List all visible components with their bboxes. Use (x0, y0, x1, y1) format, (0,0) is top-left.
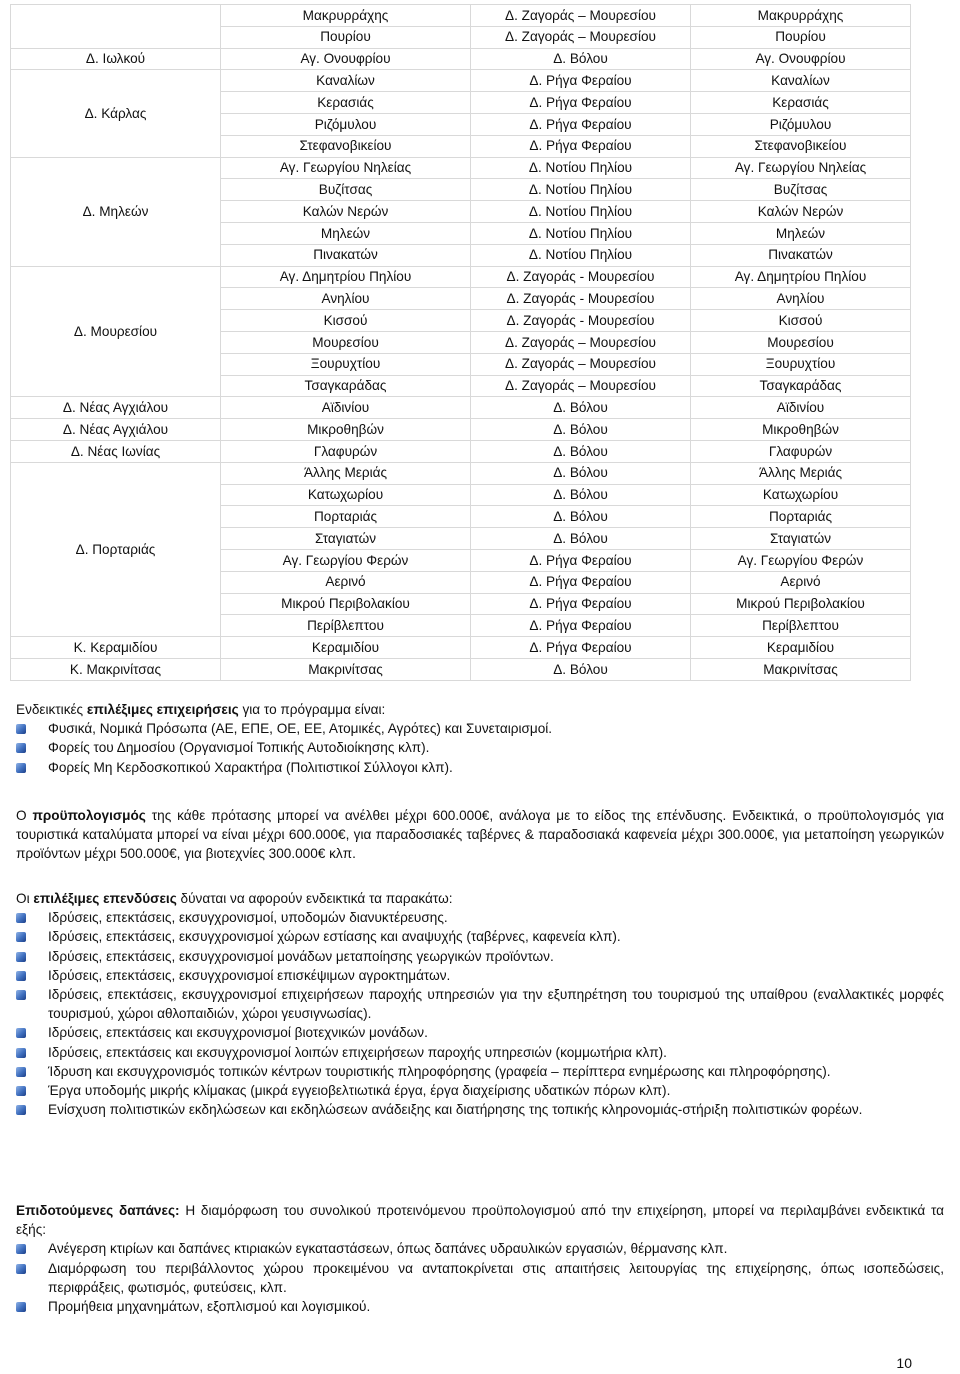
local-community-cell: Βυζίτσας (691, 179, 911, 201)
new-municipality-cell: Δ. Βόλου (471, 484, 691, 506)
local-community-cell: Καλών Νερών (691, 201, 911, 223)
new-municipality-cell: Δ. Ζαγοράς - Μουρεσίου (471, 310, 691, 332)
eligible-investments-section (16, 889, 944, 1119)
table-row (11, 462, 911, 484)
community-cell: Μικρού Περιβολακίου (221, 593, 471, 615)
table-row (11, 266, 911, 288)
list-item: Ιδρύσεις, επεκτάσεις και εκσυγχρονισμοί βιοτεχνικών μονάδων. (16, 1023, 944, 1042)
community-cell: Αγ. Ονουφρίου (221, 48, 471, 70)
list-item: Ιδρύσεις, επεκτάσεις, εκσυγχρονισμοί, υποδομών διανυκτέρευσης. (16, 908, 944, 927)
municipality-cell: Δ. Μουρεσίου (11, 266, 221, 397)
local-community-cell: Κερασιάς (691, 92, 911, 114)
new-municipality-cell: Δ. Ζαγοράς – Μουρεσίου (471, 26, 691, 48)
local-community-cell: Ανηλίου (691, 288, 911, 310)
table-row (11, 419, 911, 441)
municipality-cell (11, 5, 221, 49)
local-community-cell: Μακρινίτσας (691, 658, 911, 680)
local-community-cell: Μηλεών (691, 222, 911, 244)
local-community-cell: Κεραμιδίου (691, 637, 911, 659)
local-community-cell: Ξουρυχτίου (691, 353, 911, 375)
eligible-businesses-section (16, 700, 944, 777)
bullet-icon (16, 1028, 26, 1038)
community-cell: Πουρίου (221, 26, 471, 48)
community-cell: Κερασιάς (221, 92, 471, 114)
subsidized-expenses-intro: Επιδοτούμενες δαπάνες: Η διαμόρφωση του συνολικού προτεινόμενου προϋπολογισμού από την επιχείρηση, μπορεί να περιλαμβάνει ενδεικτικά τα εξής: (16, 1203, 944, 1238)
bullet-icon (16, 952, 26, 962)
new-municipality-cell: Δ. Ρήγα Φεραίου (471, 593, 691, 615)
local-community-cell: Πουρίου (691, 26, 911, 48)
community-cell: Μακρινίτσας (221, 658, 471, 680)
municipality-cell: Δ. Κάρλας (11, 70, 221, 157)
bullet-icon (16, 1244, 26, 1254)
municipalities-table (10, 4, 911, 681)
local-community-cell: Στεφανοβικείου (691, 135, 911, 157)
local-community-cell: Αγ. Δημητρίου Πηλίου (691, 266, 911, 288)
local-community-cell: Περίβλεπτου (691, 615, 911, 637)
new-municipality-cell: Δ. Βόλου (471, 419, 691, 441)
community-cell: Καλών Νερών (221, 201, 471, 223)
bullet-icon (16, 1264, 26, 1274)
local-community-cell: Μακρυρράχης (691, 5, 911, 27)
community-cell: Βυζίτσας (221, 179, 471, 201)
community-cell: Ριζόμυλου (221, 113, 471, 135)
list-item: Έργα υποδομής μικρής κλίμακας (μικρά εγγειοβελτιωτικά έργα, έργα διαχείρισης υδατικών πόρων κλπ). (16, 1081, 944, 1100)
new-municipality-cell: Δ. Βόλου (471, 48, 691, 70)
list-item: Ιδρύσεις, επεκτάσεις, εκσυγχρονισμοί επισκέψιμων αγροκτημάτων. (16, 966, 944, 985)
new-municipality-cell: Δ. Ρήγα Φεραίου (471, 70, 691, 92)
budget-paragraph: Ο προϋπολογισμός της κάθε πρότασης μπορεί να ανέλθει μέχρι 600.000€, ανάλογα με το είδος της επένδυσης. Ενδεικτικά, ο προϋπολογισμός για τουριστικά καταλύματα μπορεί να είναι μέχρι 600.000€, για παραδοσιακές ταβέρνες & παραδοσιακά καφενεία μέχρι 300.000€, για μεταποίηση γεωργικών προϊόντων μέχρι 500.000€, για βιοτεχνίες 300.000€ κλπ. (16, 808, 944, 862)
local-community-cell: Τσαγκαράδας (691, 375, 911, 397)
budget-section (16, 806, 944, 864)
municipality-cell: Κ. Κεραμιδίου (11, 637, 221, 659)
table-row (11, 397, 911, 419)
bullet-icon (16, 1048, 26, 1058)
new-municipality-cell: Δ. Ζαγοράς - Μουρεσίου (471, 266, 691, 288)
local-community-cell: Κατωχωρίου (691, 484, 911, 506)
list-item: Ιδρύσεις, επεκτάσεις, εκσυγχρονισμοί επιχειρήσεων παροχής υπηρεσιών για την εξυπηρέτηση του τουρισμού της υπαίθρου (εναλλακτικές μορφές τουρισμού, χώροι αθλοπαιδιών, χώροι γευσιγνωσίας). (16, 985, 944, 1023)
bullet-icon (16, 932, 26, 942)
local-community-cell: Ριζόμυλου (691, 113, 911, 135)
list-item: Ιδρύσεις, επεκτάσεις, εκσυγχρονισμοί μονάδων μεταποίησης γεωργικών προϊόντων. (16, 947, 944, 966)
new-municipality-cell: Δ. Ρήγα Φεραίου (471, 549, 691, 571)
local-community-cell: Καναλίων (691, 70, 911, 92)
table-row (11, 48, 911, 70)
community-cell: Κισσού (221, 310, 471, 332)
municipality-cell: Δ. Μηλεών (11, 157, 221, 266)
list-item: Φορείς Μη Κερδοσκοπικού Χαρακτήρα (Πολιτιστικοί Σύλλογοι κλπ). (16, 758, 944, 777)
local-community-cell: Μικροθηβών (691, 419, 911, 441)
community-cell: Άλλης Μεριάς (221, 462, 471, 484)
local-community-cell: Αγ. Γεωργίου Φερών (691, 549, 911, 571)
bullet-icon (16, 1067, 26, 1077)
new-municipality-cell: Δ. Βόλου (471, 528, 691, 550)
new-municipality-cell: Δ. Ζαγοράς - Μουρεσίου (471, 288, 691, 310)
local-community-cell: Πινακατών (691, 244, 911, 266)
community-cell: Αγ. Γεωργίου Νηλείας (221, 157, 471, 179)
subsidized-expenses-list (16, 1239, 944, 1316)
local-community-cell: Αγ. Γεωργίου Νηλείας (691, 157, 911, 179)
new-municipality-cell: Δ. Νοτίου Πηλίου (471, 201, 691, 223)
subsidized-expenses-section (16, 1201, 944, 1316)
eligible-investments-intro: Οι επιλέξιμες επενδύσεις δύναται να αφορούν ενδεικτικά τα παρακάτω: (16, 891, 453, 906)
list-item: Ίδρυση και εκσυγχρονισμός τοπικών κέντρων τουριστικής πληροφόρησης (γραφεία – περίπτερα ενημέρωσης και πληροφόρησης). (16, 1062, 944, 1081)
local-community-cell: Άλλης Μεριάς (691, 462, 911, 484)
new-municipality-cell: Δ. Νοτίου Πηλίου (471, 179, 691, 201)
community-cell: Καναλίων (221, 70, 471, 92)
table-row (11, 5, 911, 27)
new-municipality-cell: Δ. Ρήγα Φεραίου (471, 615, 691, 637)
community-cell: Γλαφυρών (221, 440, 471, 462)
municipality-cell: Δ. Ιωλκού (11, 48, 221, 70)
list-item: Φυσικά, Νομικά Πρόσωπα (ΑΕ, ΕΠΕ, ΟΕ, ΕΕ, Ατομικές, Αγρότες) και Συνεταιρισμοί. (16, 719, 944, 738)
community-cell: Μακρυρράχης (221, 5, 471, 27)
new-municipality-cell: Δ. Ζαγοράς – Μουρεσίου (471, 331, 691, 353)
community-cell: Στεφανοβικείου (221, 135, 471, 157)
list-item: Ιδρύσεις, επεκτάσεις, εκσυγχρονισμοί χώρων εστίασης και αναψυχής (ταβέρνες, καφενεία κλπ). (16, 927, 944, 946)
table-row (11, 440, 911, 462)
table-row (11, 70, 911, 92)
community-cell: Ξουρυχτίου (221, 353, 471, 375)
bullet-icon (16, 913, 26, 923)
bullet-icon (16, 1086, 26, 1096)
list-item: Διαμόρφωση του περιβάλλοντος χώρου προκειμένου να ανταποκρίνεται στις απαιτήσεις λειτουργίας της επιχείρησης, όπως ισοπεδώσεις, περιφράξεις, φωτισμός, φυτεύσεις, κλπ. (16, 1259, 944, 1297)
eligible-businesses-list (16, 719, 944, 777)
bullet-icon (16, 990, 26, 1000)
community-cell: Αγ. Γεωργίου Φερών (221, 549, 471, 571)
community-cell: Αερινό (221, 571, 471, 593)
new-municipality-cell: Δ. Βόλου (471, 440, 691, 462)
community-cell: Αγ. Δημητρίου Πηλίου (221, 266, 471, 288)
municipality-cell: Κ. Μακρινίτσας (11, 658, 221, 680)
local-community-cell: Γλαφυρών (691, 440, 911, 462)
bullet-icon (16, 743, 26, 753)
local-community-cell: Μουρεσίου (691, 331, 911, 353)
new-municipality-cell: Δ. Ζαγοράς – Μουρεσίου (471, 375, 691, 397)
municipality-cell: Δ. Νέας Αγχιάλου (11, 397, 221, 419)
table-row (11, 157, 911, 179)
community-cell: Αϊδινίου (221, 397, 471, 419)
community-cell: Τσαγκαράδας (221, 375, 471, 397)
list-item: Ανέγερση κτιρίων και δαπάνες κτιριακών εγκαταστάσεων, όπως δαπάνες υδραυλικών εργασιών, θέρμανσης κλπ. (16, 1239, 944, 1258)
list-item: Φορείς του Δημοσίου (Οργανισμοί Τοπικής Αυτοδιοίκησης κλπ). (16, 738, 944, 757)
bullet-icon (16, 724, 26, 734)
list-item: Προμήθεια μηχανημάτων, εξοπλισμού και λογισμικού. (16, 1297, 944, 1316)
new-municipality-cell: Δ. Ρήγα Φεραίου (471, 92, 691, 114)
new-municipality-cell: Δ. Ρήγα Φεραίου (471, 135, 691, 157)
community-cell: Ανηλίου (221, 288, 471, 310)
municipality-cell: Δ. Νέας Αγχιάλου (11, 419, 221, 441)
community-cell: Κεραμιδίου (221, 637, 471, 659)
municipality-cell: Δ. Νέας Ιωνίας (11, 440, 221, 462)
new-municipality-cell: Δ. Βόλου (471, 462, 691, 484)
community-cell: Κατωχωρίου (221, 484, 471, 506)
municipality-cell: Δ. Πορταριάς (11, 462, 221, 636)
eligible-investments-list (16, 908, 944, 1119)
local-community-cell: Αγ. Ονουφρίου (691, 48, 911, 70)
community-cell: Μηλεών (221, 222, 471, 244)
table-row (11, 637, 911, 659)
new-municipality-cell: Δ. Νοτίου Πηλίου (471, 157, 691, 179)
local-community-cell: Σταγιατών (691, 528, 911, 550)
bullet-icon (16, 763, 26, 773)
local-community-cell: Αερινό (691, 571, 911, 593)
local-community-cell: Αϊδινίου (691, 397, 911, 419)
new-municipality-cell: Δ. Ρήγα Φεραίου (471, 571, 691, 593)
new-municipality-cell: Δ. Νοτίου Πηλίου (471, 244, 691, 266)
list-item: Ενίσχυση πολιτιστικών εκδηλώσεων και εκδηλώσεων ανάδειξης και διατήρησης της τοπικής κληρονομιάς-στήριξη πολιτιστικών φορέων. (16, 1100, 944, 1119)
bullet-icon (16, 971, 26, 981)
new-municipality-cell: Δ. Ζαγοράς – Μουρεσίου (471, 5, 691, 27)
community-cell: Σταγιατών (221, 528, 471, 550)
bullet-icon (16, 1302, 26, 1312)
local-community-cell: Κισσού (691, 310, 911, 332)
new-municipality-cell: Δ. Ρήγα Φεραίου (471, 637, 691, 659)
local-community-cell: Πορταριάς (691, 506, 911, 528)
eligible-businesses-intro: Ενδεικτικές επιλέξιμες επιχειρήσεις για το πρόγραμμα είναι: (16, 702, 386, 717)
table-row (11, 658, 911, 680)
community-cell: Πορταριάς (221, 506, 471, 528)
community-cell: Μουρεσίου (221, 331, 471, 353)
new-municipality-cell: Δ. Βόλου (471, 658, 691, 680)
new-municipality-cell: Δ. Ρήγα Φεραίου (471, 113, 691, 135)
new-municipality-cell: Δ. Βόλου (471, 397, 691, 419)
community-cell: Πινακατών (221, 244, 471, 266)
list-item: Ιδρύσεις, επεκτάσεις και εκσυγχρονισμοί λοιπών επιχειρήσεων παροχής υπηρεσιών (κομμωτήρια κλπ). (16, 1043, 944, 1062)
new-municipality-cell: Δ. Ζαγοράς – Μουρεσίου (471, 353, 691, 375)
new-municipality-cell: Δ. Βόλου (471, 506, 691, 528)
new-municipality-cell: Δ. Νοτίου Πηλίου (471, 222, 691, 244)
bullet-icon (16, 1105, 26, 1115)
local-community-cell: Μικρού Περιβολακίου (691, 593, 911, 615)
page-number: 10 (896, 1355, 912, 1371)
community-cell: Μικροθηβών (221, 419, 471, 441)
community-cell: Περίβλεπτου (221, 615, 471, 637)
